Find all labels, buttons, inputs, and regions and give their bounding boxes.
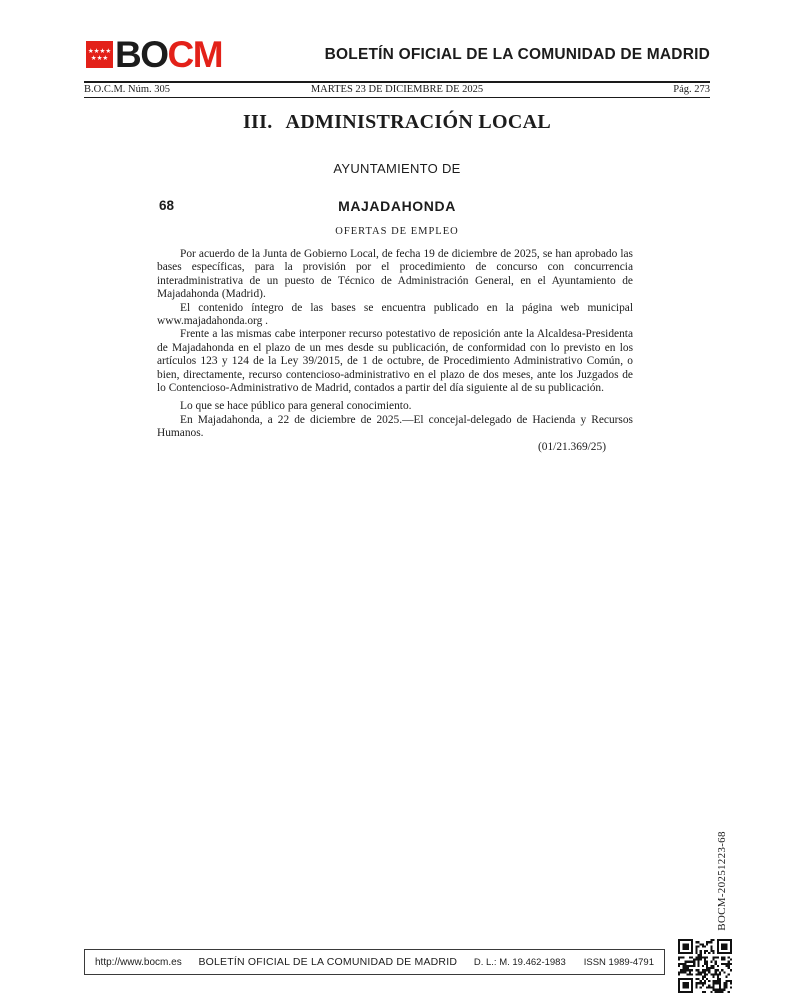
bulletin-title: BOLETÍN OFICIAL DE LA COMUNIDAD DE MADRID [324,46,710,63]
madrid-flag-icon [86,41,113,68]
announcement-number: 68 [159,198,175,213]
issue-date: MARTES 23 DE DICIEMBRE DE 2025 [310,84,484,95]
document-id-vertical: BOCM-20251223-68 [716,831,728,931]
footer-legal-deposit: D. L.: M. 19.462-1983 [473,956,566,968]
section-number: III. [242,111,273,133]
municipality-name: MAJADAHONDA [338,198,456,214]
logo-text-cm: CM [167,34,223,75]
header-meta-row [84,84,710,97]
header-rule-top [84,81,710,83]
organization-line: AYUNTAMIENTO DE [333,161,461,176]
body-paragraph: El contenido íntegro de las bases se encuentra publicado en la página web municipal www.majadahonda.org . [157,301,633,328]
footer-title: BOLETÍN OFICIAL DE LA COMUNIDAD DE MADRID [198,956,458,968]
signature-paragraph: En Majadahonda, a 22 de diciembre de 2025.—El concejal-delegado de Hacienda y Recursos Humanos. [157,413,633,440]
page-number: Pág. 273 [673,84,710,95]
flag-stars-bottom: ★★★ [90,53,109,62]
reference-code: (01/21.369/25) [537,440,606,453]
qr-code-svg [678,939,732,993]
category-line: OFERTAS DE EMPLEO [335,226,459,237]
municipality-row [84,198,710,214]
section-title: ADMINISTRACIÓN LOCAL [285,111,552,133]
header-rule-bottom [84,97,710,98]
closing-paragraph: Lo que se hace público para general conocimiento. [180,400,412,413]
footer-issn: ISSN 1989-4791 [583,956,654,968]
bocm-logotype [115,34,223,75]
bocm-logo [86,34,223,75]
issue-number: B.O.C.M. Núm. 305 [84,84,171,95]
logo-text-bo: BO [115,34,168,75]
body-paragraph: Por acuerdo de la Junta de Gobierno Local, de fecha 19 de diciembre de 2025, se han aprobado las bases específicas, para la provisión por el procedimiento de concurso con concurrencia interadministrativa de un puesto de Técnico de Administración General, en el Ayuntamiento de Majadahonda (Madrid). [157,248,633,301]
qr-code [678,939,732,993]
announcement-body [157,248,633,454]
body-paragraph: Frente a las mismas cabe interponer recurso potestativo de reposición ante la Alcaldesa-Presidenta de Majadahonda en el plazo de un mes desde su publicación, de conformidad con lo previsto en los artículos 123 y 124 de la Ley 39/2015, de 1 de octubre, de Procedimiento Administrativo Común, o bien, directamente, recurso contencioso-administrativo en el plazo de dos meses, ante los Juzgados de lo Contencioso-Administrativo de Madrid, contados a partir del día siguiente al de su publicación. [157,328,633,395]
flag-stars-top: ★★★★ [87,47,112,55]
footer-bar [84,949,665,975]
section-heading [84,111,710,134]
footer-url: http://www.bocm.es [95,956,182,968]
